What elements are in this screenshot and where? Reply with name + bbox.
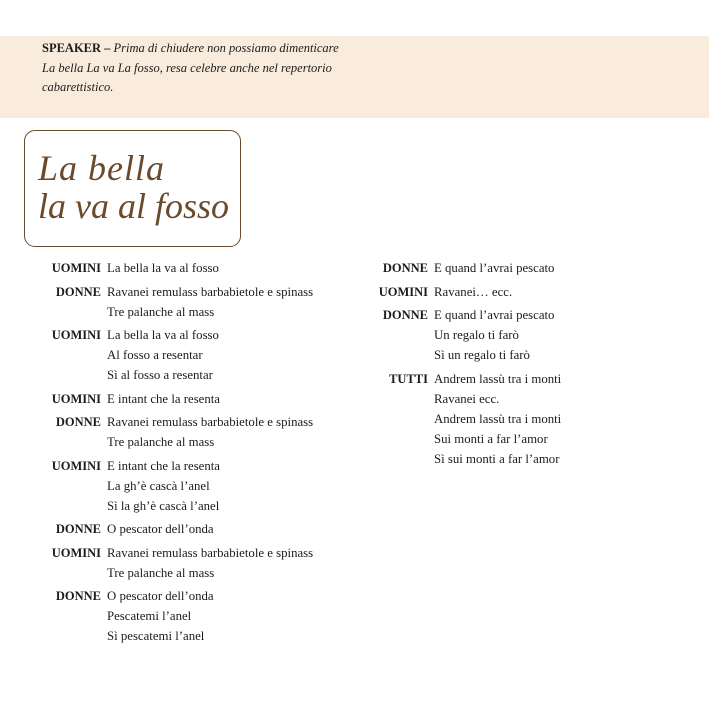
speaker-note <box>42 39 339 98</box>
speaker-band <box>0 36 709 118</box>
speaker-text-line: Prima di chiudere non possiamo dimenticare <box>113 41 339 55</box>
stanza <box>40 412 313 452</box>
lyric-row <box>40 476 313 496</box>
lyric-line: Ravanei remulass barbabietole e spinass <box>107 284 314 299</box>
lyric-row <box>40 432 313 452</box>
lyric-row <box>40 606 313 626</box>
lyric-row <box>40 325 313 345</box>
role-label: UOMINI <box>51 391 101 406</box>
speaker-text-line: cabarettistico. <box>42 80 114 94</box>
lyric-line: Sì sui monti a far l’amor <box>434 451 560 466</box>
lyric-row <box>367 369 561 389</box>
lyric-line: Sì pescatemi l’anel <box>107 629 205 643</box>
lyric-line: Ravanei… ecc. <box>434 284 513 299</box>
lyric-row <box>40 365 313 385</box>
role-label: DONNE <box>55 522 101 536</box>
lyric-row <box>367 409 561 429</box>
lyric-row <box>367 325 561 345</box>
lyric-line: La bella la va al fosso <box>107 261 219 275</box>
lyric-row <box>40 543 313 563</box>
lyric-row <box>40 563 313 583</box>
role-label: DONNE <box>55 284 101 299</box>
lyric-line: Ravanei remulass barbabietole e spinass <box>107 545 314 560</box>
role-label: UOMINI <box>378 284 428 299</box>
lyric-row <box>40 519 313 539</box>
role-label: UOMINI <box>51 545 101 560</box>
lyric-line: Andrem lassù tra i monti <box>434 411 562 426</box>
lyric-row <box>40 389 313 409</box>
lyric-line: Pescatemi l’anel <box>107 609 192 623</box>
lyric-row <box>40 586 313 606</box>
stanza <box>40 456 313 516</box>
stanza <box>40 282 313 322</box>
lyric-line: Tre palanche al mass <box>107 304 215 319</box>
stanza <box>367 282 561 302</box>
lyric-row <box>40 258 313 278</box>
lyric-line: E intant che la resenta <box>107 458 220 473</box>
lyric-row <box>367 305 561 325</box>
lyric-line: E quand l’avrai pescato <box>434 261 555 275</box>
lyric-row <box>367 345 561 365</box>
lyric-line: O pescator dell’onda <box>107 522 214 536</box>
role-label: UOMINI <box>51 328 101 342</box>
role-label: DONNE <box>55 415 101 429</box>
stanza <box>40 258 313 278</box>
role-label: UOMINI <box>51 261 101 275</box>
stanza <box>40 325 313 385</box>
lyrics-column-right <box>367 258 561 469</box>
lyric-line: Sì la gh’è cascà l’anel <box>107 498 220 513</box>
lyric-row <box>40 345 313 365</box>
lyric-row <box>367 389 561 409</box>
lyric-line: Sì un regalo ti farò <box>434 348 530 362</box>
speaker-text-line: La bella La va La fosso, resa celebre anche nel repertorio <box>42 60 332 75</box>
lyrics-column-left <box>40 258 313 646</box>
role-label: UOMINI <box>51 458 101 473</box>
stanza <box>40 543 313 583</box>
lyric-line: Un regalo ti farò <box>434 328 519 342</box>
stanza <box>367 258 561 278</box>
lyric-line: O pescator dell’onda <box>107 589 214 603</box>
role-label: DONNE <box>382 261 428 275</box>
lyric-row <box>367 429 561 449</box>
song-title-line: La bella <box>38 148 166 188</box>
speaker-label: SPEAKER – <box>42 41 111 55</box>
stanza <box>40 586 313 646</box>
lyric-line: Ravanei ecc. <box>434 391 500 406</box>
lyric-line: Tre palanche al mass <box>107 435 215 449</box>
song-title-box <box>24 130 241 247</box>
song-title-line: la va al fosso <box>38 186 230 226</box>
lyric-row <box>367 282 561 302</box>
lyric-line: Al fosso a resentar <box>107 348 203 362</box>
lyric-row <box>40 302 313 322</box>
lyric-line: La gh’è cascà l’anel <box>107 478 210 493</box>
lyric-line: Tre palanche al mass <box>107 565 215 580</box>
role-label: DONNE <box>55 589 101 603</box>
stanza <box>367 369 561 469</box>
stanza <box>40 389 313 409</box>
stanza <box>40 519 313 539</box>
lyric-line: E quand l’avrai pescato <box>434 308 555 322</box>
role-label: DONNE <box>382 308 428 322</box>
lyric-row <box>367 449 561 469</box>
lyric-line: Sui monti a far l’amor <box>434 431 548 446</box>
lyric-line: Sì al fosso a resentar <box>107 368 213 382</box>
lyric-row <box>367 258 561 278</box>
lyric-row <box>40 496 313 516</box>
lyric-row <box>40 282 313 302</box>
lyric-line: La bella la va al fosso <box>107 328 219 342</box>
lyric-row <box>40 412 313 432</box>
lyric-row <box>40 626 313 646</box>
lyric-row <box>40 456 313 476</box>
role-label: TUTTI <box>389 371 428 386</box>
stanza <box>367 305 561 365</box>
lyric-line: Andrem lassù tra i monti <box>434 371 562 386</box>
lyric-line: Ravanei remulass barbabietole e spinass <box>107 415 314 429</box>
lyric-line: E intant che la resenta <box>107 391 220 406</box>
